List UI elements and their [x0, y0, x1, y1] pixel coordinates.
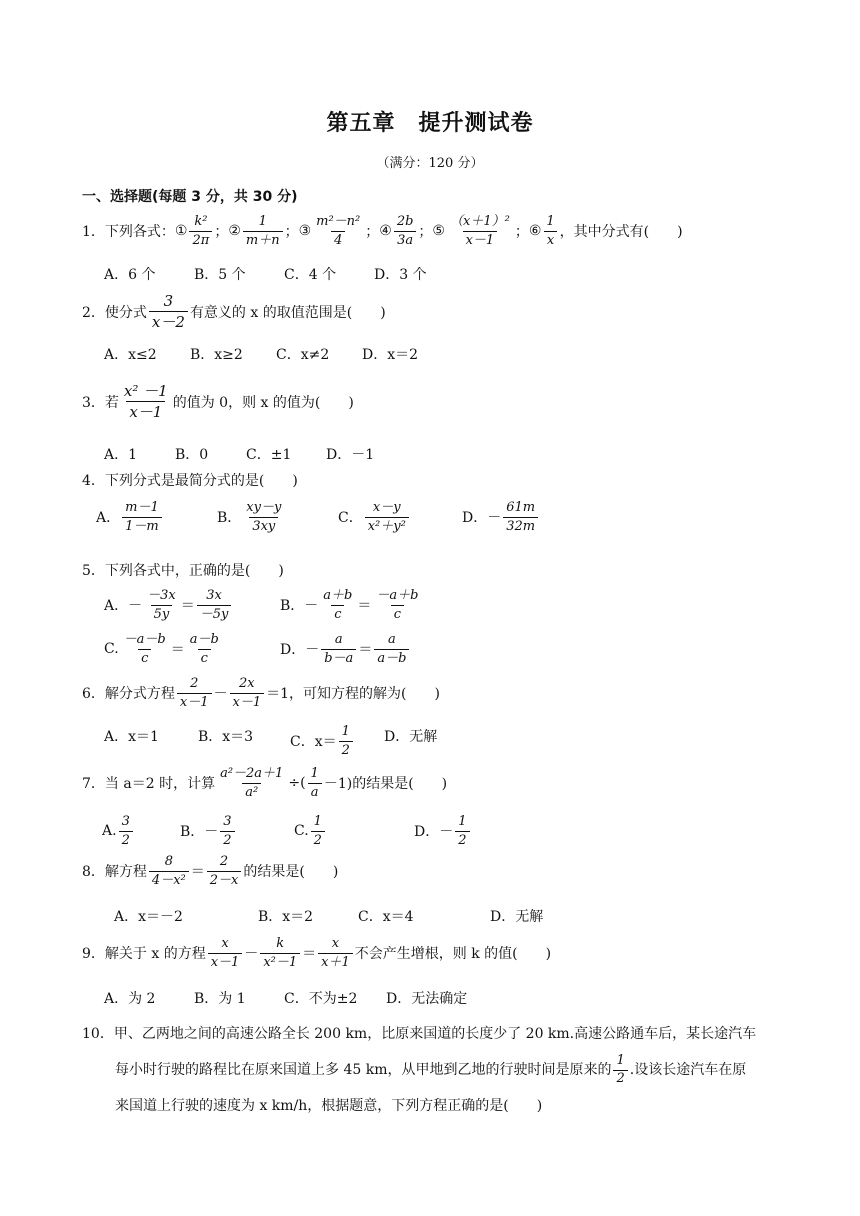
separator: ； [514, 224, 529, 241]
fraction: $\frac{x}{x+1}$ [318, 936, 353, 970]
question-1 [82, 214, 683, 248]
question-number: 6． [82, 686, 105, 703]
minus-sign: － [213, 686, 228, 703]
option-sign: － [439, 824, 454, 841]
option-c: C．4 个 [284, 267, 337, 283]
question-number: 1． [82, 224, 105, 241]
fraction: $\frac{1}{2}$ [339, 724, 353, 758]
question-10-line-3: 来国道上行驶的速度为 x km/h，根据题意，下列方程正确的是( ) [115, 1098, 543, 1114]
option-c: C．±1 [246, 447, 292, 463]
question-10-line-1 [82, 1016, 782, 1052]
option-label: A． [96, 510, 121, 527]
question-text: 每小时行驶的路程比在原来国道上多 45 km，从甲地到乙地的行驶时间是原来的 [115, 1062, 612, 1078]
question-number: 9． [82, 946, 105, 963]
fraction: $\frac{8}{\text{4－x²}}$ [149, 854, 189, 888]
fraction: $\frac{a}{b-a}$ [321, 632, 356, 666]
minus-sign: － [244, 946, 259, 963]
option-sign: － [487, 510, 502, 527]
equals-sign: ＝ [302, 946, 317, 963]
option-a [102, 814, 135, 848]
item-mark: ① [174, 223, 188, 240]
option-b: B．x≥2 [190, 347, 243, 363]
question-number: 3． [82, 394, 105, 411]
separator: ； [365, 224, 380, 241]
option-d [414, 814, 472, 848]
question-tail: 有意义的 x 的取值范围是( ) [189, 304, 386, 321]
question-text: 下列分式是最简分式的是( ) [104, 473, 298, 489]
fraction: $\frac{61m}{32m}$ [503, 500, 538, 534]
option-label: D． [462, 510, 488, 527]
question-lead: 若 [104, 394, 119, 411]
option-sign: － [304, 598, 319, 615]
question-tail: 不会产生增根，则 k 的值( ) [354, 946, 552, 963]
option-c [290, 724, 355, 758]
fraction: $\frac{2b}{3a}$ [394, 214, 417, 248]
fraction: $\frac{x-y}{\text{x²＋y²}}$ [365, 500, 409, 534]
question-number: 8． [82, 864, 105, 881]
option-b: B．x＝2 [258, 909, 314, 925]
full-score-note: （满分：120 分） [376, 156, 484, 171]
question-lead: 解方程 [104, 864, 147, 881]
option-b: B．5 个 [194, 267, 246, 283]
option-b [280, 588, 423, 622]
fraction: $\frac{3}{2}$ [119, 814, 133, 848]
fraction: $\frac{-a-b}{c}$ [123, 632, 166, 666]
option-label: C．x＝ [290, 734, 337, 751]
question-4 [82, 470, 298, 490]
question-7 [82, 766, 447, 800]
item-mark: ③ [298, 223, 312, 240]
option-label: B． [217, 510, 242, 527]
question-number: 10． [82, 1026, 114, 1042]
item-mark: ⑤ [432, 223, 445, 240]
option-label: D． [414, 824, 440, 841]
fraction: $\frac{x}{x-1}$ [208, 936, 243, 970]
fraction: $\frac{a+b}{c}$ [323, 588, 353, 622]
option-sign: － [204, 824, 219, 841]
option-c [104, 632, 224, 666]
fraction: $\frac{2}{2-x}$ [207, 854, 242, 888]
fraction: $\frac{\text{a²－2a＋1}}{\text{a²}}$ [220, 766, 284, 800]
fraction: $\frac{3}{2}$ [220, 814, 234, 848]
question-number: 4． [82, 473, 105, 489]
item-mark: ⑥ [528, 223, 542, 240]
item-mark: ② [228, 223, 241, 240]
option-d: D．－1 [326, 447, 375, 463]
fraction: $\frac{a-b}{c}$ [189, 632, 219, 666]
equals-sign: ＝ [180, 598, 195, 615]
question-lead: 使分式 [104, 304, 147, 321]
equals-sign: ＝ [358, 642, 373, 659]
option-b: B．为 1 [194, 991, 246, 1007]
option-a: A．6 个 [104, 267, 156, 283]
option-label: B． [180, 824, 205, 841]
option-c: C．x＝4 [358, 909, 414, 925]
separator: ； [284, 224, 299, 241]
option-label: D． [280, 642, 306, 659]
fraction: $\frac{-3x}{5y}$ [147, 588, 176, 622]
item-mark: ④ [379, 223, 392, 240]
equals-sign: ＝ [357, 598, 372, 615]
option-a: A．1 [104, 447, 138, 463]
separator: ； [214, 224, 229, 241]
fraction: $\frac{1}{2}$ [613, 1054, 627, 1086]
fraction: $\frac{\text{（x＋1）²}}{x-1}$ [449, 214, 510, 248]
question-text: .设该长途汽车在原 [629, 1062, 747, 1078]
equals-sign: ＝ [190, 864, 205, 881]
option-d [280, 632, 411, 666]
section-heading-choice: 一、选择题(每题 3 分，共 30 分) [82, 189, 298, 205]
option-b [217, 500, 286, 534]
option-a [96, 500, 164, 534]
question-5 [82, 560, 284, 580]
option-label: C． [338, 510, 363, 527]
question-tail: ＝1，可知方程的解为( ) [266, 686, 440, 703]
option-d: D．无解 [490, 909, 544, 925]
question-text: 甲、乙两地之间的高速公路全长 200 km，比原来国道的长度少了 20 km.高速公路通车后，某长途汽车 [113, 1026, 757, 1042]
option-c: C．x≠2 [276, 347, 330, 363]
fraction: $\frac{1}{2}$ [455, 814, 469, 848]
question-lead: 下列各式： [104, 224, 175, 241]
fraction: $\frac{\text{m²－n²}}{4}$ [316, 214, 361, 248]
option-a: A．x＝1 [104, 729, 159, 745]
equals-sign: ＝ [170, 642, 185, 659]
question-10-line-2 [82, 1052, 782, 1088]
fraction: $\frac{1}{a}$ [308, 766, 322, 800]
option-label: B． [280, 598, 305, 615]
fraction: $\frac{k}{\text{x²－1}}$ [260, 936, 300, 970]
question-2 [82, 292, 386, 331]
page-title: 第五章 提升测试卷 [326, 110, 534, 136]
question-tail: 的值为 0，则 x 的值为( ) [172, 394, 354, 411]
fraction: $\frac{m-1}{1-m}$ [122, 500, 162, 534]
question-text: 下列各式中，正确的是( ) [104, 563, 284, 579]
question-10 [82, 1016, 782, 1124]
fraction: $\frac{\text{x² －1}}{x-1}$ [123, 382, 168, 421]
fraction: $\frac{1}{x}$ [543, 214, 557, 248]
fraction: $\frac{2x}{x-1}$ [230, 676, 265, 710]
question-6 [82, 676, 440, 710]
option-c [338, 500, 411, 534]
option-b [180, 814, 237, 848]
fraction: $\frac{1}{m+n}$ [243, 214, 283, 248]
fraction: $\frac{\text{k²}}{2\pi}$ [189, 214, 212, 248]
question-3 [82, 382, 354, 421]
option-d: D．无法确定 [386, 991, 468, 1007]
option-c [294, 814, 327, 848]
question-number: 7． [82, 776, 105, 793]
option-label: C. [294, 823, 309, 840]
option-a: A．x≤2 [104, 347, 157, 363]
question-number: 2． [82, 304, 105, 321]
option-a: A．x＝－2 [114, 909, 183, 925]
question-lead: 解分式方程 [104, 686, 175, 703]
fraction: $\frac{3x}{-5y}$ [197, 588, 232, 622]
option-a [104, 588, 233, 622]
fraction: $\frac{2}{x-1}$ [177, 676, 212, 710]
question-lead: 解关于 x 的方程 [104, 946, 206, 963]
option-sign: － [305, 642, 320, 659]
question-tail: －1)的结果是( ) [323, 776, 448, 793]
question-tail: ，其中分式有( ) [559, 224, 683, 241]
option-label: A. [102, 823, 117, 840]
question-number: 5． [82, 563, 105, 579]
fraction: $\frac{a}{a-b}$ [374, 632, 409, 666]
option-d: D．x＝2 [362, 347, 419, 363]
separator: ； [418, 224, 433, 241]
option-d [462, 500, 540, 534]
option-a: A．为 2 [104, 991, 156, 1007]
question-8 [82, 854, 338, 888]
question-tail: 的结果是( ) [243, 864, 339, 881]
option-d: D．无解 [384, 729, 438, 745]
fraction: $\frac{-a+b}{c}$ [376, 588, 419, 622]
question-9 [82, 936, 551, 970]
option-b: B．x＝3 [198, 729, 254, 745]
option-d: D．3 个 [374, 267, 427, 283]
fraction: $\frac{1}{2}$ [311, 814, 325, 848]
question-lead: 当 a＝2 时，计算 [104, 776, 216, 793]
option-label: C. [104, 641, 119, 658]
option-c: C．不为±2 [284, 991, 358, 1007]
option-b: B．0 [175, 447, 209, 463]
division-sign: ÷( [288, 775, 306, 792]
option-label: A． [104, 598, 129, 615]
fraction: $\frac{xy-y}{3xy}$ [246, 500, 282, 534]
option-sign: － [128, 598, 143, 615]
fraction: $\frac{3}{x-2}$ [149, 292, 188, 331]
